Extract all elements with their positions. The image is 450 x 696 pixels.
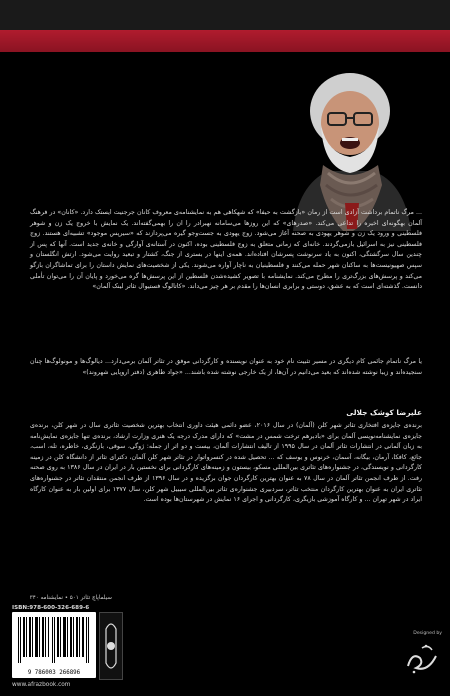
body-paragraph-2: یا مرگ ناتمام جائمی کام دیگری در مسیر تثبیت نام خود به عنوان نویسنده و کارگردانی موفق در تئاتر آلمان برمی‌دارد... دیالوگ‌ها و مونولوگ‌ها چنان سنجیده‌اند و زیبا نوشته شده‌اند که بعید می‌دانیم در آن‌ها، از یک خارجی نوشته شده باشند... «جواد طاهری (دفتر اروپایی شهروند)» [30, 358, 422, 376]
body-paragraph-1: ... مرگ ناتمام برداشت آزادی است از رمان «بازگشت به حیفا» که شهکاهی هم به نمایشنامه‌ی معروف کانان جرجنیت ایستک دارد. «کانان» در فرهنگ آلمان بهگونه‌ای اخیره را تداعی می‌کند. «صدرهای» که این روزها می‌سامانه نهبرادر را ان را بهمی‌گفته‌اند. یک نمایش با خروج یک زن و شوهر فلسطینی و ورود یک زن و شوهر یهودی به صحنه آغاز می‌شود. زوج یهودی به جست‌وجو گیره می‌پردازند که «سیرپس موجود» تشبیه‌ای هستند. زوج فلسطینی نیز به اسرائیل بازمی‌گردند. خانه‌ای که زمانی متعلق به زوج فلسطینی بوده، اکنون در آستانه‌ی آوارگی و خانه‌ی جدید است. آنها که پس از چندین سال سرگشتگی، اکنون به یاد سرنوشت پسرشان افتاده‌اند. همه‌ی اینها در بستری از جنگ، کشتار و تبعید روایت می‌شود. ارتش انگلستان و سپس صهیونیست‌ها به ساکنان شهر حمله می‌کنند و فلسطینیان به ناچار آواره می‌شوند. یکی از شخصیت‌های نمایش داستان را برای تماشاگران بازگو می‌کند و پرسش‌های بزرگ‌تری را مطرح می‌کند. نمایشنامه با تصویر کشیده‌شدن فلسطین از این پرسش‌ها گره می‌خورد و پایان آن را می‌توان تأملی دانست. گذشته‌ای است که به عشق، دوستی و برابری انسان‌ها را مقدم بر هر چیز می‌داند. «کاتالوگ فستیوال تئاتر لینک آلمان» [30, 209, 422, 291]
designer-signature [402, 638, 442, 678]
publisher-website: www.afrazbook.com [12, 682, 71, 688]
isbn-text: ISBN:978-600-326-689-6 [12, 605, 90, 611]
barcode-number: 9 786003 266896 [27, 670, 81, 676]
publisher-logo [99, 612, 123, 680]
author-photo [283, 53, 418, 231]
top-band [0, 0, 450, 30]
designed-by-label: Designed by [413, 631, 442, 636]
series-text: سیلماپاچ تئاتر ۵۰۱ • نمایشنامه ۳۴۰ [29, 595, 112, 601]
author-name: علیرضا کوشک جلالی [346, 408, 422, 417]
red-band [0, 30, 450, 52]
author-bio: برنده‌ی جایزه‌ی افتخاری تئاتر شهر کلن (آلمان) در سال ۲۰۱۶، عضو دائمی هیئت داوری انتخاب بهترین شخصیت تئاتری سال در شهر کلن، برنده‌ی جایزه‌ی نمایشنامه‌نویسی آلمان برای «بادبرهم ترخت شمس در مشت» که دارای مدرک درجه یک هنری وزارت ارشاد، برنده‌ی تنها جایزه‌ی نمایش‌نامه به زبان آلمانی در انتشارات تئاتر آلمان در سال ۱۹۹۵ از تالیف انتشارات آلمان، بیست و دو اثر از جمله: ژوگی، سوفی، بازنگری، خاطره، تله، اسب، جائع، کافکا، آرمان، بیگانه، آسمان، خرنوس و یوسف که ... تحصیل شده در کنسرواتوار در تئاتر شهر کلن آلمان، دکترای تئاتر از دانشگاه کلن در زمینه کارگردانی و نویسندگی، در جشنواره‌های تئاتری بین‌المللی مسکو، بیستون و زمینه‌های کارگردانی برای نخستین بار در ایران در سال ۱۳۸۶ به روی صحنه رفت. از طرف انجمن تئاتر آلمان در سال ۷۸ به عنوان بهترین کارگردان جوان برگزیده و در سال ۱۳۹۶ از طرف انجمن منتقدان تئاتر در جشنواره‌های تئاتری ایران به عنوان بهترین کارگردان منتخب تئاتر، سردبیری جشنواره‌ی تئاتر بین‌المللی سیبیل شهر کلن، سال ۱۳۷۷ برای اولین بار به عنوان کارگاه ایراد در شهر تهران ... و کارگاه آموزشی بازیگری، کارگردانی و اجرای ۱۶ نمایش در شهرستان‌ها بوده است. [30, 422, 422, 504]
barcode [12, 612, 96, 678]
